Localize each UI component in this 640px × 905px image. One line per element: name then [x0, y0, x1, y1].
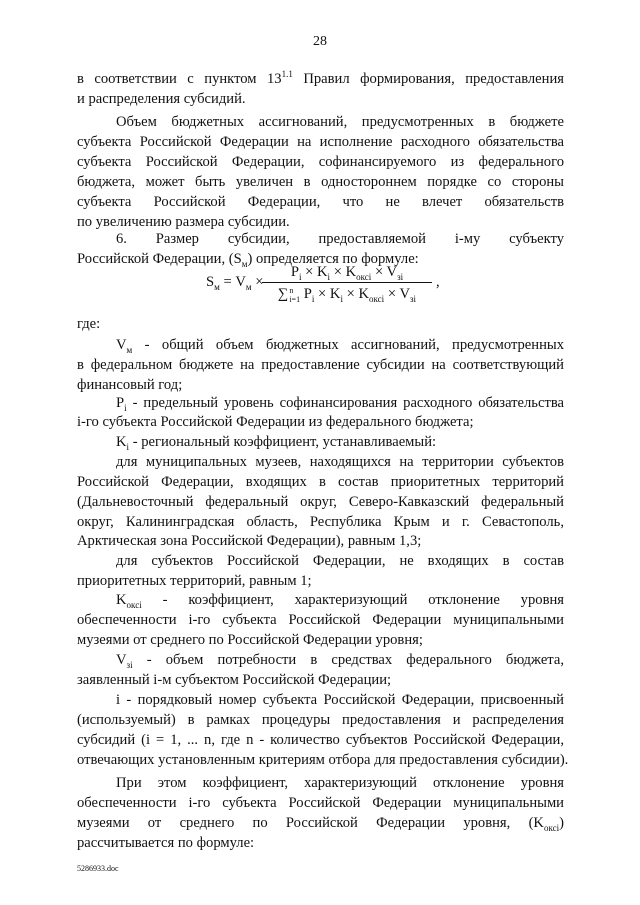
- text-line: музеями от среднего по Российской Федерации уровня;: [77, 632, 423, 648]
- text-line: i-го субъекта Российской Федерации из федерального бюджета;: [77, 414, 474, 430]
- text-line: Арктическая зона Российской Федерации), равным 1,3;: [77, 533, 422, 549]
- text-line: в соответствии с пунктом $13^{1.1}$ Правил формирования, предоставления: [77, 69, 564, 87]
- text-line: субъекта Российской Федерации, что не влечет обязательств: [77, 194, 564, 210]
- formula-lhs: $S_м = V_м$ ×: [206, 274, 264, 292]
- formula-fraction: [262, 262, 432, 305]
- text-line: обеспеченности i-го субъекта Российской Федерации муниципальными: [77, 795, 564, 811]
- text-line: рассчитывается по формуле:: [77, 835, 255, 851]
- text-line: финансовый год;: [77, 377, 183, 393]
- text-line: заявленный i-м субъектом Российской Федерации;: [77, 672, 392, 688]
- text-line: и распределения субсидий.: [77, 91, 246, 107]
- text-line: субсидий (i = 1, ... n, где n - количество субъектов Российской Федерации,: [77, 732, 564, 748]
- text-line: $P_i$ - предельный уровень софинансирования расходного обязательства: [116, 395, 564, 413]
- text-line: $K_{оксi}$ - коэффициент, характеризующий отклонение уровня: [116, 592, 564, 610]
- text-line: где:: [77, 316, 101, 332]
- text-line: Объем бюджетных ассигнований, предусмотренных в бюджете: [116, 114, 564, 130]
- text-line: (Дальневосточный федеральный округ, Северо-Кавказский федеральный: [77, 494, 564, 510]
- text-line: Российской Федерации, входящих в состав приоритетных территорий: [77, 474, 564, 490]
- text-line: $V_м$ - общий объем бюджетных ассигнований, предусмотренных: [116, 337, 564, 355]
- formula-denominator: ∑n i=1 $P_i \times K_i \times K_{оксi} \times V_{зi}$: [277, 285, 417, 304]
- text-line: субъекта Российской Федерации на исполнение расходного обязательства: [77, 134, 564, 150]
- text-line: отвечающих установленным критериям отбора для предоставления субсидии).: [77, 752, 569, 768]
- text-line: (используемый) в рамках процедуры предоставления и распределения: [77, 712, 564, 728]
- formula-comma: ,: [436, 274, 440, 290]
- text-line: музеями от среднего по Российской Федерации уровня, $(K_{оксi})$: [77, 815, 564, 833]
- text-line: i - порядковый номер субъекта Российской Федерации, присвоенный: [116, 692, 564, 708]
- text-line: $K_i$ - региональный коэффициент, устанавливаемый:: [116, 434, 437, 452]
- text-line: для муниципальных музеев, находящихся на территории субъектов: [116, 454, 564, 470]
- formula-numerator: $P_i \times K_i \times K_{оксi} \times V_{зi}$: [290, 264, 404, 282]
- text-line: в федеральном бюджете на предоставление субсидии на соответствующий: [77, 357, 564, 373]
- text-line: по увеличению размера субсидии.: [77, 214, 290, 230]
- text-line: $V_{зi}$ - объем потребности в средствах федерального бюджета,: [116, 652, 564, 670]
- text-line: приоритетных территорий, равным 1;: [77, 573, 312, 589]
- page-number: 28: [313, 34, 327, 49]
- text-line: бюджета, может быть увеличен в одностороннем порядке со стороны: [77, 174, 564, 190]
- subsidy-formula: [0, 262, 640, 306]
- text-line: 6. Размер субсидии, предоставляемой i-му субъекту: [116, 231, 564, 247]
- file-footer: 5286933.doc: [77, 864, 119, 873]
- text-line: для субъектов Российской Федерации, не входящих в состав: [116, 553, 564, 569]
- text-line: Российской Федерации, $(S_м)$ определяется по формуле:: [77, 251, 419, 269]
- text-line: субъекта Российской Федерации, софинансируемого из федерального: [77, 154, 564, 170]
- text-line: обеспеченности i-го субъекта Российской Федерации муниципальными: [77, 612, 564, 628]
- text-line: округ, Калининградская область, Республика Крым и г. Севастополь,: [77, 514, 564, 530]
- text-line: При этом коэффициент, характеризующий отклонение уровня: [116, 775, 564, 791]
